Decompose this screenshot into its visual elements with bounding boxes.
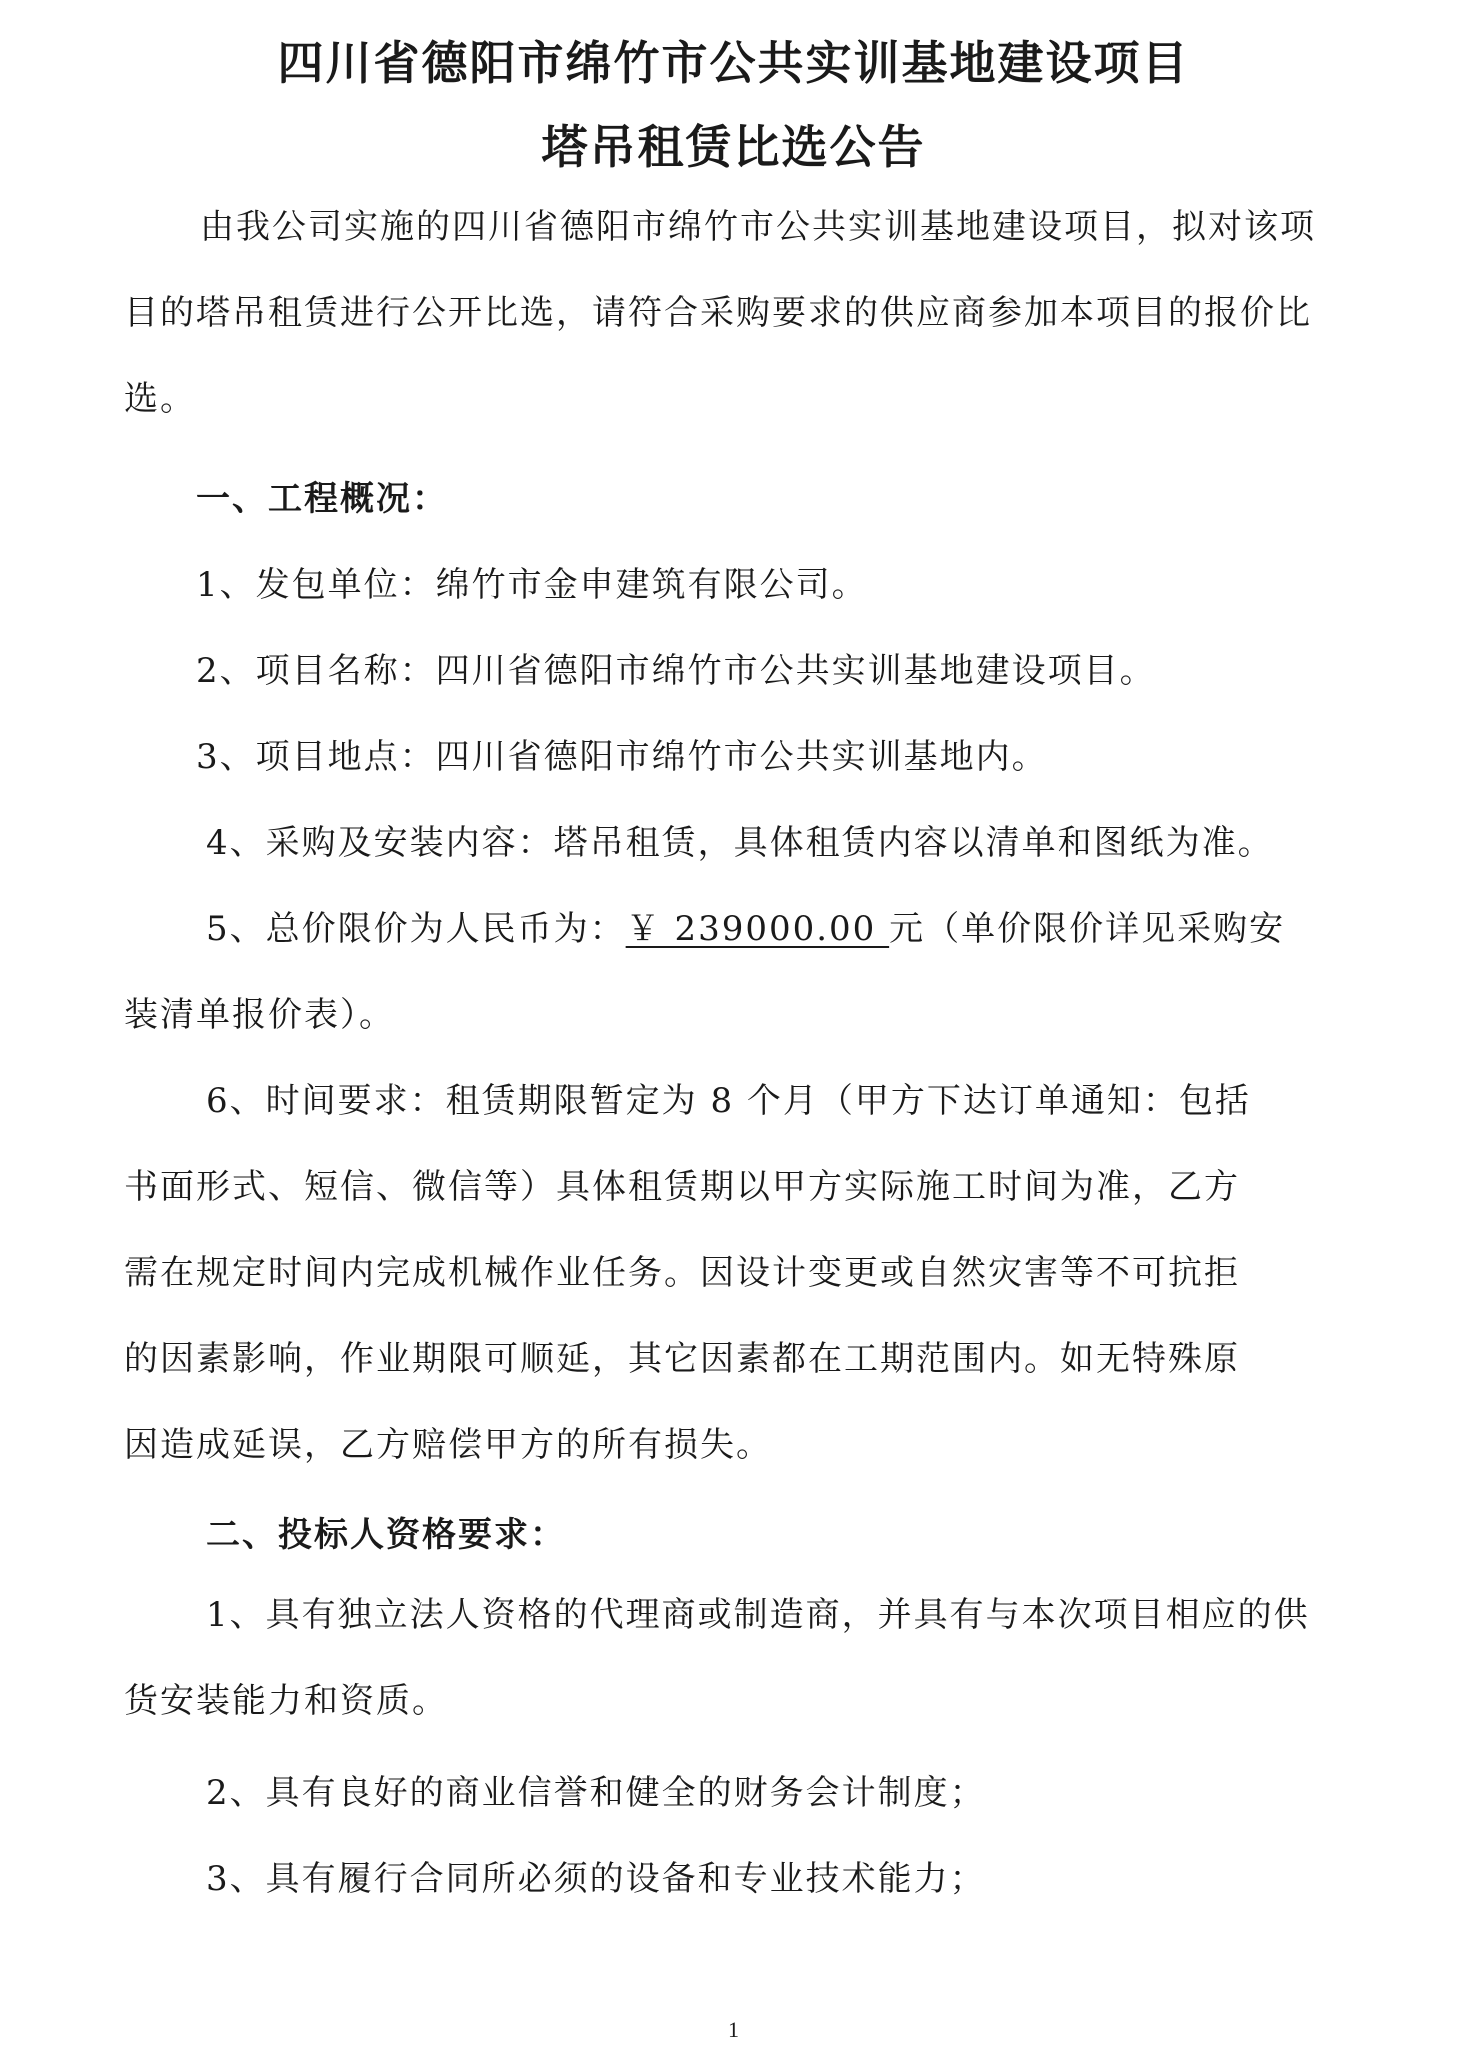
section2-item2: 2、具有良好的商业信誉和健全的财务会计制度； <box>206 1773 986 1813</box>
price-limit-amount: ￥ 239000.00 <box>625 909 890 949</box>
section2-heading: 二、投标人资格要求： <box>206 1515 566 1555</box>
section1-item6-line2: 书面形式、短信、微信等）具体租赁期以甲方实际施工时间为准，乙方 <box>124 1167 1240 1207</box>
section1-item5-line2: 装清单报价表）。 <box>124 995 395 1035</box>
section1-item6-line3: 需在规定时间内完成机械作业任务。因设计变更或自然灾害等不可抗拒 <box>124 1253 1240 1293</box>
item5-suffix: 元（单价限价详见采购安 <box>889 909 1286 949</box>
page-number: 1 <box>728 2017 739 2042</box>
section1-item4: 4、采购及安装内容：塔吊租赁，具体租赁内容以清单和图纸为准。 <box>206 823 1274 863</box>
section1-item6-line4: 的因素影响，作业期限可顺延，其它因素都在工期范围内。如无特殊原 <box>124 1339 1240 1379</box>
document-title-line1: 四川省德阳市绵竹市公共实训基地建设项目 <box>277 36 1190 90</box>
intro-line-2: 目的塔吊租赁进行公开比选，请符合采购要求的供应商参加本项目的报价比 <box>124 293 1312 333</box>
item5-prefix: 5、总价限价为人民币为： <box>206 909 626 949</box>
section1-item5-line1 <box>206 909 1464 949</box>
intro-line-3: 选。 <box>124 379 196 419</box>
section2-item3: 3、具有履行合同所必须的设备和专业技术能力； <box>206 1859 986 1899</box>
section1-item3: 3、项目地点：四川省德阳市绵竹市公共实训基地内。 <box>196 737 1048 777</box>
section1-heading: 一、工程概况： <box>196 479 448 519</box>
section2-item1-line1: 1、具有独立法人资格的代理商或制造商，并具有与本次项目相应的供 <box>206 1595 1310 1635</box>
section1-item6-line5: 因造成延误，乙方赔偿甲方的所有损失。 <box>124 1425 772 1465</box>
intro-line-1: 由我公司实施的四川省德阳市绵竹市公共实训基地建设项目，拟对该项 <box>200 207 1316 247</box>
section1-item1: 1、发包单位：绵竹市金申建筑有限公司。 <box>196 565 868 605</box>
document-title-line2: 塔吊租赁比选公告 <box>541 120 926 174</box>
section2-item1-line2: 货安装能力和资质。 <box>124 1681 448 1721</box>
section1-item2: 2、项目名称：四川省德阳市绵竹市公共实训基地建设项目。 <box>196 651 1156 691</box>
section1-item6-line1: 6、时间要求：租赁期限暂定为 8 个月（甲方下达订单通知：包括 <box>206 1081 1251 1121</box>
